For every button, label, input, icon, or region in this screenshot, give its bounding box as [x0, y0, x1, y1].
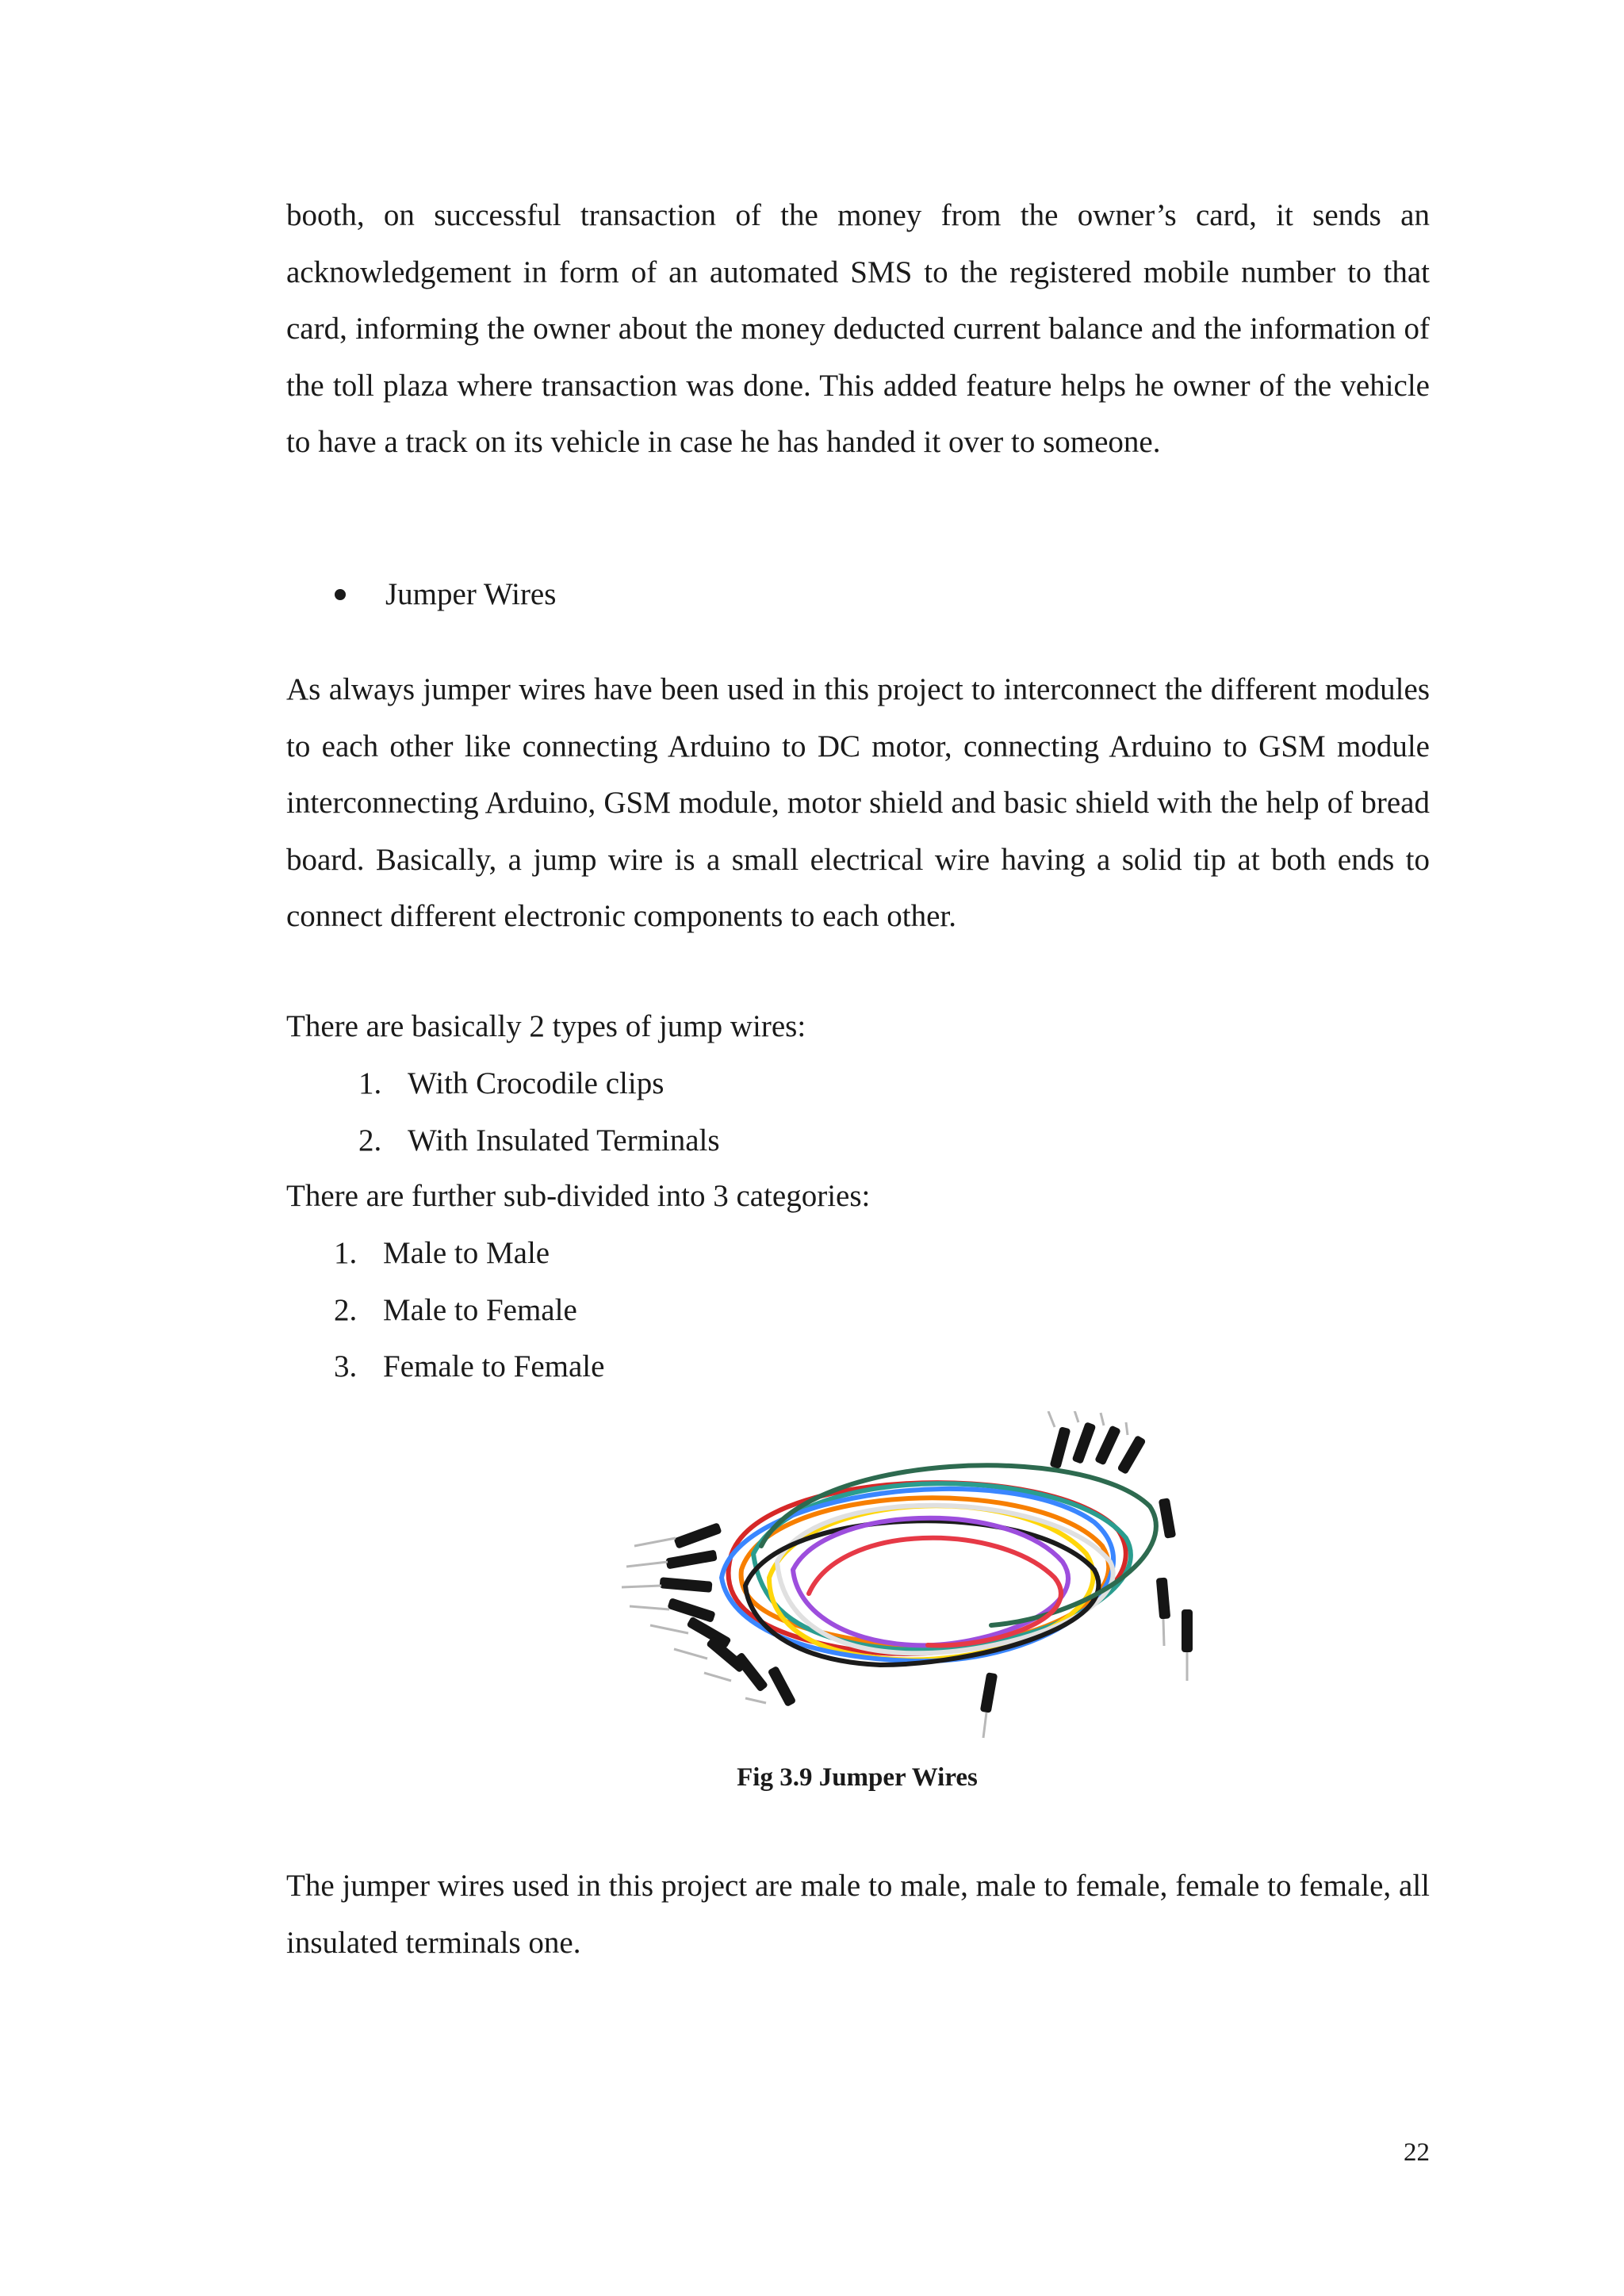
- types-intro: There are basically 2 types of jump wires:: [286, 1009, 806, 1043]
- categories-intro: There are further sub-divided into 3 categories:: [286, 1179, 871, 1213]
- list-label: Male to Male: [383, 1236, 550, 1270]
- page-number: 22: [1404, 2138, 1430, 2167]
- list-item: [358, 1055, 720, 1112]
- list-number: 2.: [334, 1292, 358, 1327]
- list-item: [334, 1225, 604, 1282]
- jumper-description-paragraph: As always jumper wires have been used in this project to interconnect the different modules to each other like connecting Arduino to DC motor, connecting Arduino to GSM module interconnecting Arduino, GSM module, motor shield and basic shield with the help of bread board. Basically, a jump wire is a small electrical wire having a solid tip at both ends to connect different electronic components to each other.: [286, 672, 1430, 933]
- closing-paragraph: The jumper wires used in this project are male to male, male to female, female to female, all insulated terminals one.: [286, 1869, 1430, 1960]
- list-number: 1.: [358, 1066, 382, 1100]
- list-item: [334, 1338, 604, 1395]
- categories-list: [334, 1225, 604, 1395]
- jumper-wires-image: [611, 1411, 1229, 1744]
- figure-caption: Fig 3.9 Jumper Wires: [737, 1763, 978, 1792]
- list-label: With Crocodile clips: [408, 1066, 665, 1100]
- list-item: [358, 1112, 720, 1169]
- list-number: 2.: [358, 1123, 382, 1158]
- list-label: With Insulated Terminals: [408, 1123, 720, 1158]
- list-label: Female to Female: [383, 1349, 605, 1383]
- list-label: Male to Female: [383, 1292, 577, 1327]
- list-item: [334, 1282, 604, 1339]
- bullet-label: Jumper Wires: [385, 577, 557, 611]
- types-list: [358, 1055, 720, 1169]
- list-number: 3.: [334, 1349, 358, 1383]
- bullet-item-jumper-wires: [335, 566, 556, 623]
- list-number: 1.: [334, 1236, 358, 1270]
- bullet-dot-icon: [335, 589, 346, 600]
- intro-paragraph: booth, on successful transaction of the money from the owner’s card, it sends an acknowledgement in form of an automated SMS to the registered mobile number to that card, informing the owner about the money deducted current balance and the information of the toll plaza where transaction was done. This added feature helps he owner of the vehicle to have a track on its vehicle in case he has handed it over to someone.: [286, 198, 1430, 459]
